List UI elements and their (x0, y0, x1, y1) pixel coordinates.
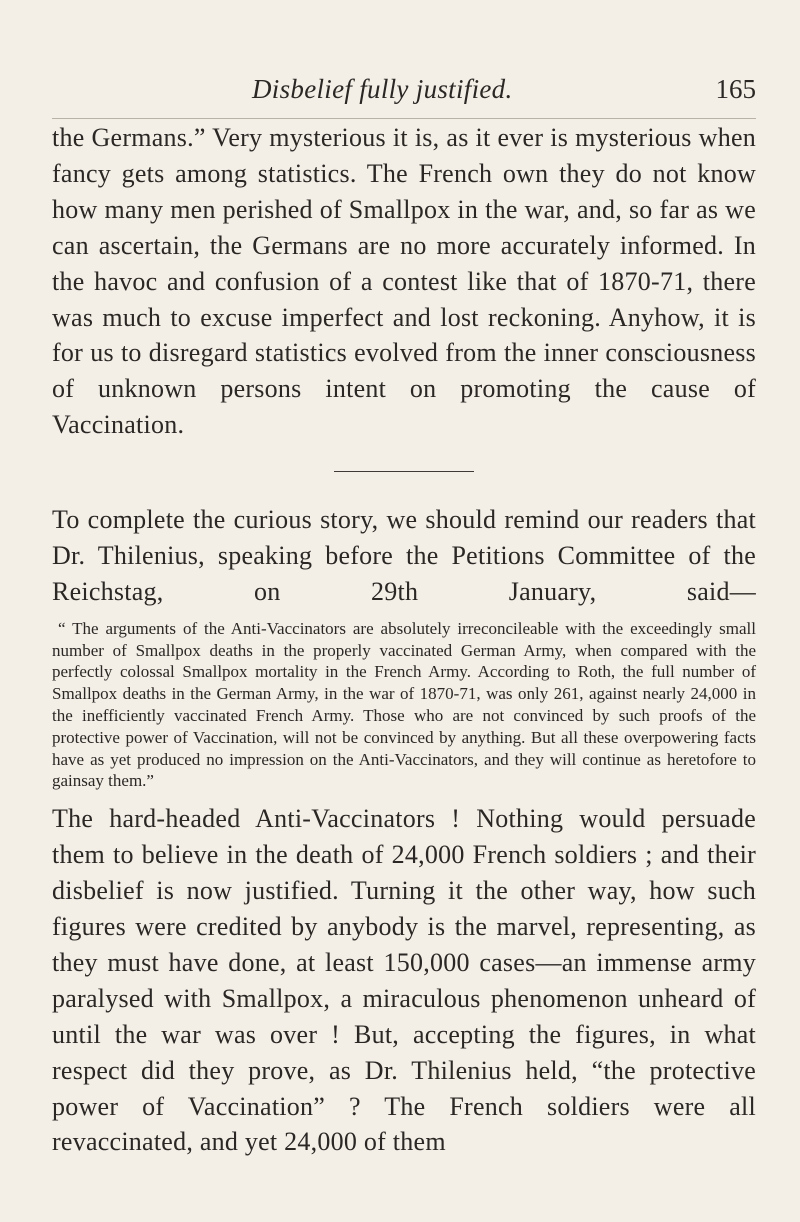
paragraph-disbelief: The hard-headed Anti-Vaccinators ! Nothing would persuade them to believe in the death of 24,000 French soldiers ; and their disbelief is now justified. Turning it the other way, how such figures were credited by anybody is the marvel, representing, as they must have done, at least 150,000 cases—an immense army paralysed with Smallpox, a miraculous phenomenon unheard of until the war was over ! But, accepting the figures, in what respect did they prove, as Dr. Thilenius held, “the protective power of Vaccination” ? The French soldiers were all revaccinated, and yet 24,000 of them (52, 804, 756, 1157)
header-rule (52, 118, 756, 119)
block-quote-thilenius: “ The arguments of the Anti-Vaccinators are absolutely irreconcileable with the exceedingly small number of Smallpox deaths in the properly vaccinated German Army, when compared with the perfectly colossal Smallpox mortality in the French Army. According to Roth, the full number of Smallpox deaths in the German Army, in the war of 1870-71, was only 261, against nearly 24,000 in the inefficiently vaccinated French Army. Those who are not convinced by such proofs of the protective power of Vaccination, will not be convinced by anything. But all these overpowering facts have as yet produced no impression on the Anti-Vaccinators, and they will continue as heretofore to gainsay them.” (52, 618, 756, 791)
paragraph-thilenius-intro: To complete the curious story, we should remind our readers that Dr. Thilenius, speaking before the Petitions Committee of the Reichstag, on 29th January, said— (52, 505, 756, 606)
paragraph-statistics: the Germans.” Very mysterious it is, as it ever is mysterious when fancy gets among statistics. The French own they do not know how many men perished of Smallpox in the war, and, so far as we can ascertain, the Germans are no more accurately informed. In the havoc and confusion of a contest like that of 1870-71, there was much to excuse imperfect and lost reckoning. Anyhow, it is for us to disregard statistics evolved from the inner consciousness of unknown persons intent on promoting the cause of Vaccination. (52, 123, 756, 440)
section-divider (334, 471, 474, 472)
running-title: Disbelief fully justified. (252, 74, 513, 104)
page-number: 165 (715, 74, 756, 104)
running-head (52, 74, 756, 114)
body-text (52, 120, 756, 1160)
